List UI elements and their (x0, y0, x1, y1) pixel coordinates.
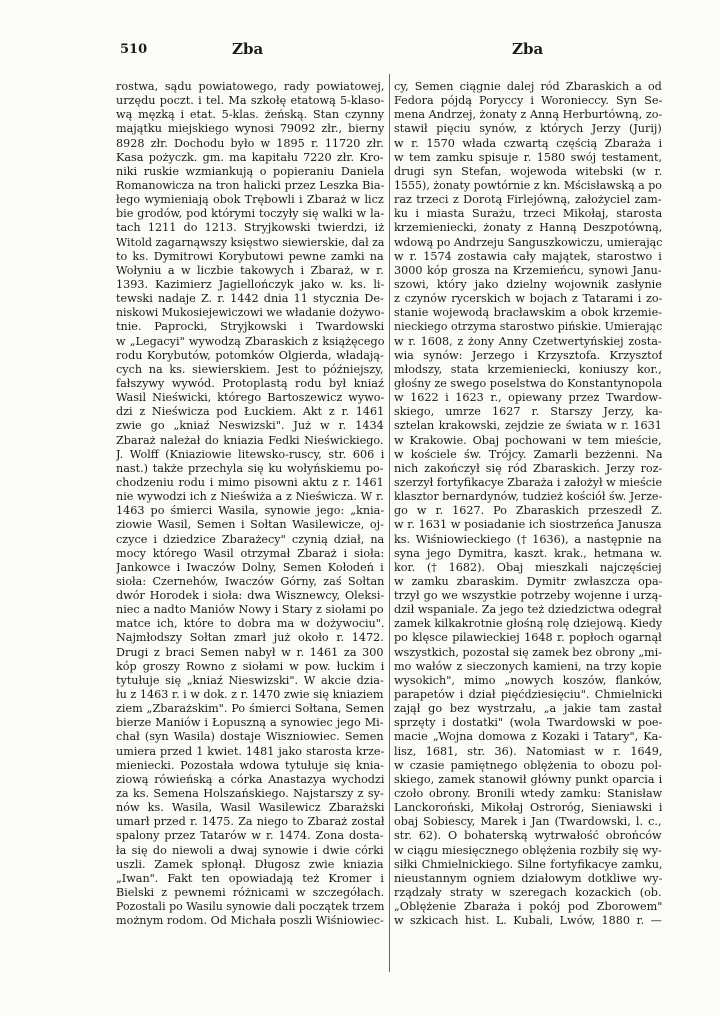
text-line: dził wspaniale. Za jego też dziedzictwa odegrał (394, 603, 662, 617)
text-line: stawił pięciu synów, z których Jerzy (Jurij) (394, 122, 662, 136)
text-line: trzył go we wszystkie potrzeby wojenne i urzą- (394, 589, 662, 603)
text-line: 1555), żonaty powtórnie z kn. Mścisławską a po (394, 178, 662, 192)
text-line: niskowi Mukosiejewiczowi we władanie dożywo- (116, 306, 384, 320)
text-line: zwie go „kniaź Neswizski". Już w r. 1434 (116, 419, 384, 433)
text-line: nich zakończył się ród Zbaraskich. Jerzy roz- (394, 461, 662, 475)
text-line: Wasil Nieświcki, którego Bartoszewicz wywo- (116, 391, 384, 405)
text-line: nieckiego otrzyma starostwo pińskie. Umierając (394, 320, 663, 334)
text-line: tnie. Paprocki, Stryjkowski i Twardowski (116, 320, 384, 334)
text-line: ziową rówieńską a córka Anastazya wychodzi (116, 772, 384, 786)
text-line: czyce i dziedzice Zbarażecy" czynią dział, na (116, 532, 384, 546)
running-head-left: Zba (232, 40, 264, 58)
text-line: w r. 1570 włada czwartą częścią Zbaraża i (394, 136, 662, 150)
text-line: zamek kilkakrotnie głośną rolę dziejową. Kiedy (394, 617, 662, 631)
text-line: tewski nadaje Z. r. 1442 dnia 11 stycznia De- (116, 292, 384, 306)
text-line: cych na ks. siewierskiem. Jest to późniejszy, (116, 362, 384, 376)
text-line: ku i miasta Surażu, trzeci Mikołaj, starosta (394, 207, 662, 221)
text-line: Romanowicza na tron halicki przez Leszka Bia- (116, 178, 384, 192)
text-line: macie „Wojna domowa z Kozaki i Tatary", Ka- (394, 730, 662, 744)
text-line: Fedora pójdą Poryccy i Woronieccy. Syn Se- (394, 94, 662, 108)
text-line: Kasa pożyczk. gm. ma kapitału 7220 złr. Kro- (116, 150, 384, 164)
text-line: wą męzką i etat. 5-klas. żeńską. Stan czynny (116, 108, 384, 122)
text-line: wdową po Andrzeju Sanguszkowiczu, umierając (394, 235, 663, 249)
text-line: po klęsce pilawieckiej 1648 r. popłoch ogarnął (394, 631, 662, 645)
text-line: mieniecki. Pozostała wdowa tytułuje się knia- (116, 758, 384, 772)
text-line: Witold zagarnąwszy księstwo siewierskie, dał za (116, 235, 384, 249)
text-line: lisz, 1681, str. 36). Natomiast w r. 1649, (394, 744, 662, 758)
text-line: głośny ze swego poselstwa do Konstantynopola (394, 376, 662, 390)
text-line: Jankowce i Iwaczów Dolny, Semen Kołodeń i (116, 560, 384, 574)
text-line: urzędu poczt. i tel. Ma szkołę etatową 5-klaso- (116, 94, 384, 108)
text-line: nów ks. Wasila, Wasil Wasilewicz Zbarażski (116, 801, 384, 815)
text-line: wia synów: Jerzego i Krzysztofa. Krzysztof (394, 348, 662, 362)
text-line: wszystkich, pozostał się zamek bez obrony „mi- (394, 645, 663, 659)
text-line: skiego, zamek stanowił główny punkt oparcia i (394, 772, 662, 786)
text-line: szerzył fortyfikacye Zbaraża i założył w mieście (394, 475, 663, 489)
text-line: sprzęty i dostatki" (wola Twardowski w poe- (394, 716, 662, 730)
text-line: syna jego Dymitra, kaszt. krak., hetmana w. (394, 546, 662, 560)
text-line: mocy którego Wasil otrzymał Zbaraż i sioła: (116, 546, 384, 560)
text-line: w r. 1631 w posiadanie ich siostrzeńca Janusza (394, 518, 662, 532)
running-head-right: Zba (512, 40, 544, 58)
text-line: zajął go bez wystrzału, „a jakie tam zastał (394, 702, 662, 716)
text-line: w czasie pamiętnego oblężenia to obozu pol- (394, 758, 662, 772)
text-line: sztelan krakowski, zejdzie ze świata w r. 1631 (394, 419, 662, 433)
text-line: „Oblężenie Zbaraża i pokój pod Zborowem" (394, 900, 662, 914)
text-line: matce ich, które to dobra ma w dożywociu". (116, 617, 384, 631)
text-line: 1393. Kazimierz Jagiellończyk jako w. ks. li- (116, 277, 384, 291)
text-line: bie grodów, pod którymi toczyły się walki w la- (116, 207, 384, 221)
text-line: niec a nadto Maniów Nowy i Stary z siołami po (116, 603, 384, 617)
text-line: siłki Chmielnickiego. Silne fortyfikacye zamku, (394, 857, 662, 871)
text-line: w ciągu miesięcznego oblężenia rozbiły się wy- (394, 843, 662, 857)
text-line: 3000 kóp grosza na Krzemieńcu, synowi Janu- (394, 263, 662, 277)
text-line: tytułuje się „kniaź Nieswizski". W akcie dzia- (116, 673, 384, 687)
text-line: w Krakowie. Obaj pochowani w tem mieście, (394, 433, 662, 447)
text-line: rostwa, sądu powiatowego, rady powiatowej, (116, 80, 384, 93)
text-line: to ks. Dymitrowi Korybutowi pewne zamki na (116, 249, 384, 263)
text-line: w zamku zbaraskim. Dymitr zwłaszcza opa- (394, 574, 662, 588)
text-line: sioła: Czernehów, Iwaczów Górny, zaś Sołtan (116, 574, 384, 588)
text-line: dwór Horodek i sioła: dwa Wisznewcy, Oleksi- (116, 589, 384, 603)
text-line: bierze Maniów i Łopuszną a synowiec jego Mi- (116, 716, 384, 730)
text-line: za ks. Semena Holszańskiego. Najstarszy z sy- (116, 787, 384, 801)
text-line: możnym rodom. Od Michała poszli Wiśniowiec- (116, 914, 384, 928)
text-line: wysokich", mimo „nowych koszów, flanków, (394, 673, 662, 687)
text-line: Pozostali po Wasilu synowie dali początek trzem (116, 900, 385, 914)
text-line: Najmłodszy Sołtan zmarł już około r. 1472. (116, 631, 384, 645)
text-line: w tem zamku spisuje r. 1580 swój testament, (394, 150, 662, 164)
page-header (0, 36, 720, 62)
text-line: spalony przez Tatarów w r. 1474. Zona dosta- (116, 829, 384, 843)
text-line: obaj Sobiescy, Marek i Jan (Twardowski, l. c., (394, 815, 662, 829)
text-line: majątku miejskiego wynosi 79092 złr., bierny (116, 122, 384, 136)
text-line: uszli. Zamek spłonął. Długosz zwie kniazia (116, 857, 384, 871)
text-line: młodszy, stata krzemieniecki, koniuszy kor., (394, 362, 662, 376)
right-column (394, 80, 662, 928)
text-line: cy, Semen ciągnie dalej ród Zbaraskich a od (394, 80, 662, 93)
text-line: w 1622 i 1623 r., opiewany przez Twardow- (394, 391, 662, 405)
text-line: łego wymieniają obok Trębowli i Zbaraż w licz (116, 193, 384, 207)
text-line: umarł przed r. 1475. Za niego to Zbaraż został (116, 815, 384, 829)
text-line: Wołyniu a w liczbie takowych i Zbaraż, w r. (116, 263, 384, 277)
text-line: dzi z Nieświcza pod Łuckiem. Akt z r. 1461 (116, 405, 384, 419)
text-line: skiego, umrze 1627 r. Starszy Jerzy, ka- (394, 405, 662, 419)
column-divider (389, 74, 390, 972)
text-line: ła się do niewoli a dwaj synowie i dwie córki (116, 843, 384, 857)
text-line: w szkicach hist. L. Kubali, Lwów, 1880 r. — (394, 914, 662, 928)
text-line: Drugi z braci Semen nabył w r. 1461 za 300 (116, 645, 384, 659)
text-line: Bielski z pewnemi różnicami w szczegółach. (116, 886, 384, 900)
text-line: tach 1211 do 1213. Stryjkowski twierdzi, iż (116, 221, 384, 235)
text-line: nie wywodzi ich z Nieświża a z Nieświcza. W r. (116, 490, 384, 504)
text-line: 1463 po śmierci Wasila, synowie jego: „knia- (116, 504, 384, 518)
text-line: chodzeniu rodu i mimo pisowni aktu z r. 1461 (116, 475, 384, 489)
text-line: w r. 1574 zostawia cały majątek, starostwo i (394, 249, 662, 263)
text-line: „Iwan". Fakt ten opowiadają też Kromer i (116, 871, 384, 885)
text-line: w kościele św. Trójcy. Zamarli bezżenni. Na (394, 447, 662, 461)
page-number: 510 (120, 42, 148, 57)
text-line: czoło obrony. Bronili wtedy zamku: Stanisław (394, 787, 662, 801)
text-line: ks. Wiśniowieckiego († 1636), a następnie na (394, 532, 662, 546)
text-line: nast.) także przechyla się ku wołyńskiemu po- (116, 461, 384, 475)
text-line: kor. († 1682). Obaj mieszkali najczęściej (394, 560, 662, 574)
text-line: klasztor bernardynów, tudzież kościół św. Jerze- (394, 490, 662, 504)
text-line: ziem „Zbarażskim". Po śmierci Sołtana, Semen (116, 702, 384, 716)
text-line: go w r. 1627. Po Zbaraskich przeszedł Z. (394, 504, 662, 518)
text-line: kóp groszy Rowno z siołami w pow. łuckim i (116, 659, 384, 673)
text-line: raz trzeci z Dorotą Firlejówną, założyciel zam- (394, 193, 662, 207)
text-line: Lanckoroński, Mikołaj Ostroróg, Sieniawski i (394, 801, 662, 815)
text-line: umiera przed 1 kwiet. 1481 jako starosta krze- (116, 744, 384, 758)
text-line: w r. 1608, z żony Anny Czetwertyńskiej zosta- (394, 334, 662, 348)
text-line: szowi, który jako dzielny wojownik zasłynie (394, 277, 662, 291)
text-line: parapetów i dział pięćdziesięciu". Chmielnicki (394, 688, 662, 702)
text-line: str. 62). O bohaterską wytrwałość obrońców (394, 829, 662, 843)
text-line: chał (syn Wasila) dostaje Wiszniowiec. Semen (116, 730, 384, 744)
text-line: niki ruskie wzmiankują o popieraniu Daniela (116, 164, 384, 178)
text-line: w „Legacyi" wywodzą Zbaraskich z książęcego (116, 334, 384, 348)
text-line: rządzały straty w szeregach kozackich (ob. (394, 886, 662, 900)
text-line: fałszywy wywód. Protoplastą rodu był kniaź (116, 376, 384, 390)
text-line: stanie wojewodą bracławskim a obok krzemie- (394, 306, 662, 320)
text-line: łu z 1463 r. i w dok. z r. 1470 zwie się kniaziem (116, 688, 384, 702)
text-line: krzemieniecki, żonaty z Hanną Deszpotówną, (394, 221, 662, 235)
text-line: J. Wolff (Kniaziowie litewsko-ruscy, str. 606 i (116, 447, 384, 461)
text-line: ziowie Wasil, Semen i Sołtan Wasilewicze, oj- (116, 518, 384, 532)
left-column (116, 80, 384, 928)
text-line: Zbaraż należał do kniazia Fedki Nieświckiego. (116, 433, 384, 447)
text-line: nieustannym ogniem działowym dotkliwe wy- (394, 871, 662, 885)
text-line: rodu Korybutów, potomków Olgierda, władają- (116, 348, 384, 362)
text-line: z czynów rycerskich w bojach z Tatarami i zo- (394, 292, 662, 306)
text-line: 8928 złr. Dochodu było w 1895 r. 11720 złr. (116, 136, 384, 150)
text-line: mena Andrzej, żonaty z Anną Herburtówną, zo- (394, 108, 662, 122)
text-line: drugi syn Stefan, wojewoda witebski (w r. (394, 164, 662, 178)
text-line: mo wałów z sieczonych kamieni, na trzy kopie (394, 659, 662, 673)
